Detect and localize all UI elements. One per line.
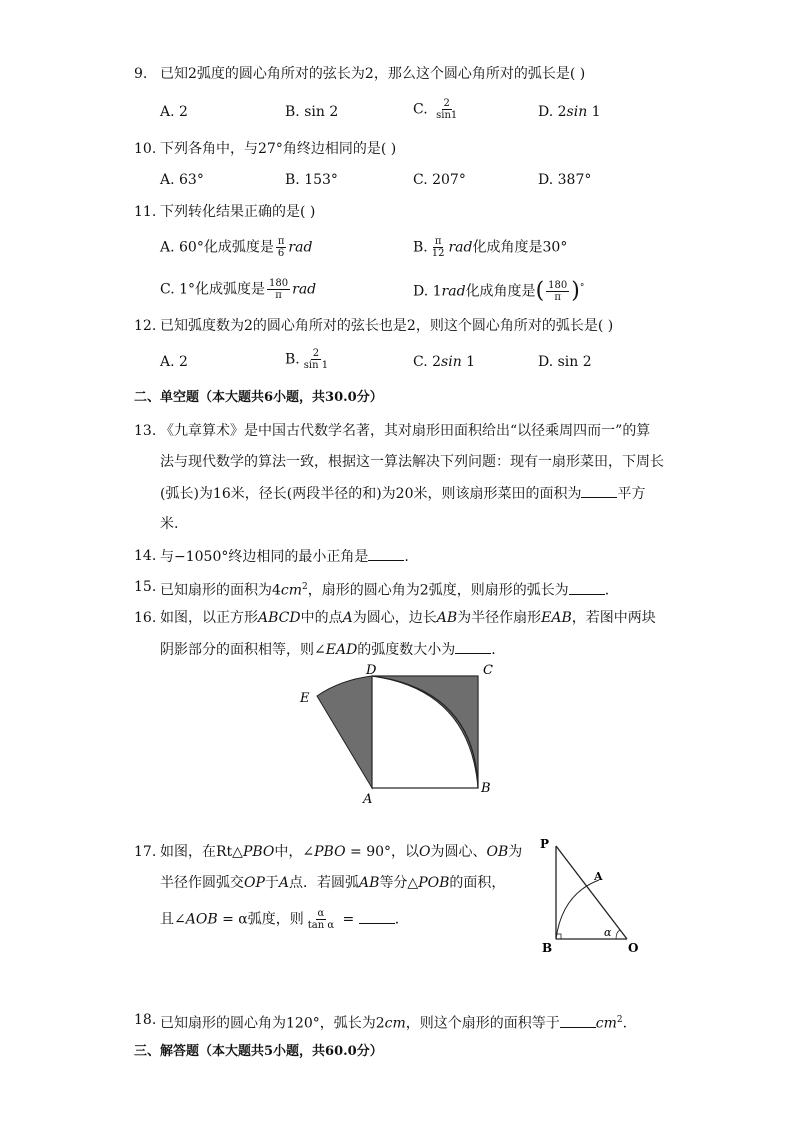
q15-unit-exponent: 2 [302, 582, 308, 592]
q17-line-3-a: 且∠ [160, 911, 186, 928]
answer-blank [368, 546, 404, 561]
q16-line-1-d: 为半径作扇形 [457, 610, 542, 626]
q15-text-b: ，扇形的圆心角为2弧度，则扇形的弧长为 [307, 582, 569, 599]
q9-option-d-italic: sin [566, 104, 588, 120]
q17-point-o: O [419, 844, 431, 860]
angle-alpha-arc [616, 930, 620, 939]
label-a: A [594, 870, 603, 883]
q12-option-d: D. sin 2 [538, 354, 592, 370]
fraction-numerator: π [434, 236, 442, 247]
q17-line-1-d: 为圆心、 [430, 844, 487, 860]
q14-number: 14. [134, 548, 157, 564]
q16-line-1 [160, 608, 656, 628]
q12-option-b [285, 348, 332, 371]
q16-sector-eab: EAB [541, 610, 572, 626]
q16-line-1-c: 为圆心，边长 [352, 610, 437, 626]
q11-option-d-mid: 化成角度是 [465, 283, 536, 300]
answer-blank [569, 580, 605, 595]
q12-option-b-fraction [302, 348, 330, 371]
q17-point-a: A [278, 875, 290, 891]
q10-option-a: A. 63° [160, 172, 204, 188]
answer-blank [560, 1013, 596, 1028]
q16-line-2-a: 阴影部分的面积相等，则∠ [160, 642, 326, 658]
q14-end: . [404, 549, 409, 565]
label-e: E [300, 691, 310, 706]
q11-option-a-fraction [276, 236, 287, 259]
q9-option-b: B. sin 2 [285, 104, 339, 120]
q16-line-1-a: 如图，以正方形 [160, 610, 258, 626]
shaded-region-left [317, 676, 372, 788]
answer-blank [581, 483, 617, 498]
q9-option-d-suffix: 1 [587, 104, 601, 120]
q11-option-b-prefix: B. [413, 239, 428, 256]
q11-number: 11. [134, 204, 157, 220]
q10-option-c: C. 207° [413, 172, 466, 188]
q15-text-a: 已知扇形的面积为4 [160, 582, 281, 599]
fraction-denominator: sin1 [436, 110, 458, 121]
label-o: O [628, 941, 639, 955]
q13-line-2: 法与现代数学的算法一致，根据这一算法解决下列问题：现有一扇形菜田，下周长 [160, 454, 664, 470]
q10-text: 下列各角中，与27°角终边相同的是( ) [160, 141, 397, 157]
q18-text-line [160, 1010, 627, 1034]
q13-line-3 [160, 483, 645, 504]
q17-line-1-b: 中，∠ [274, 844, 315, 860]
q18-unit: cm [595, 1015, 617, 1032]
label-a: A [363, 792, 373, 807]
q17-figure [534, 832, 654, 960]
q17-end: . [394, 911, 400, 928]
q11-option-c-fraction [267, 278, 290, 301]
q16-line-2 [160, 639, 496, 660]
q9-option-c-fraction [434, 98, 459, 121]
q10-option-d: D. 387° [538, 172, 592, 188]
q12-option-c-suffix: 1 [461, 354, 476, 370]
q17-angle-aob: AOB [185, 911, 218, 928]
q18-number: 18. [134, 1012, 157, 1028]
fraction-numerator: π [277, 236, 285, 247]
fraction-denominator: π [275, 290, 282, 301]
q16-segment-ab: AB [436, 610, 458, 626]
label-d: D [366, 663, 377, 678]
answer-blank [359, 909, 395, 924]
q18-unit-exponent: 2 [616, 1015, 623, 1025]
q18-cm: cm [384, 1015, 406, 1032]
q11-text: 下列转化结果正确的是( ) [160, 204, 316, 220]
q11-option-d-prefix: D. 1 [413, 283, 442, 300]
q11-option-b [413, 236, 567, 259]
q9-option-c [413, 98, 461, 121]
q13-line-3-a: (弧长)为16米，径长(两段半径的和)为20米，则该扇形菜田的面积为 [160, 486, 582, 502]
q16-number: 16. [134, 610, 157, 626]
label-alpha: α [604, 926, 612, 939]
fraction-denominator: tan α [307, 920, 335, 931]
q17-line-1-a: 如图，在Rt△ [160, 844, 243, 860]
q9-option-c-prefix: C. [413, 101, 428, 118]
q17-line-2 [160, 873, 505, 893]
q14-text: 与−1050°终边相同的最小正角是 [160, 549, 369, 565]
q17-line-2-c: 点．若圆弧 [289, 875, 360, 891]
fraction-numerator: α [317, 908, 325, 919]
fraction-denominator: π [554, 292, 561, 304]
q18-end: . [622, 1015, 628, 1032]
q11-option-d-degree: ° [579, 283, 585, 293]
q9-option-a: A. 2 [160, 104, 188, 120]
label-b: B [542, 941, 553, 955]
q11-option-a-unit: rad [288, 239, 313, 256]
q17-segment-op: OP [244, 875, 265, 891]
q17-line-3-b: = α弧度，则 [217, 911, 304, 928]
q12-option-c-italic: sin [441, 354, 462, 370]
q11-option-d-unit: rad [441, 283, 466, 300]
shaded-region-right [372, 676, 478, 788]
q17-fraction [306, 908, 336, 931]
q11-option-c-prefix: C. 1°化成弧度是 [160, 281, 266, 298]
q11-option-b-unit: rad [448, 239, 473, 256]
q17-line-2-b: 于 [264, 875, 279, 891]
q17-line-2-e: 的面积， [449, 875, 506, 891]
fraction-denominator: sin 1 [303, 360, 329, 371]
q12-number: 12. [134, 318, 157, 334]
q13-line-1: 《九章算术》是中国古代数学名著，其对扇形田面积给出“以径乘周四而一”的算 [160, 423, 651, 439]
paren-open: ( [535, 278, 545, 304]
q18-text-a: 已知扇形的圆心角为120°，弧长为2 [160, 1015, 385, 1032]
arc-ab [556, 880, 599, 939]
side-po [556, 846, 627, 939]
q16-line-1-b: 中的点 [300, 610, 343, 626]
q15-unit: cm [280, 582, 303, 599]
fraction-denominator: 6 [277, 248, 285, 259]
q16-square-name: ABCD [258, 610, 301, 626]
fraction-numerator: 180 [269, 278, 289, 289]
label-b: B [481, 781, 491, 796]
q16-angle-ead: EAD [325, 642, 358, 658]
q17-line-1-c: = 90°，以 [345, 844, 420, 860]
q18-text-b: ，则这个扇形的面积等于 [405, 1015, 560, 1032]
q17-line-3 [160, 908, 399, 931]
fraction-numerator: 2 [312, 348, 320, 359]
q17-number: 17. [134, 844, 157, 860]
answer-blank [455, 639, 491, 654]
q9-option-d-prefix: D. 2 [538, 104, 567, 120]
section-2-heading: 二、单空题（本大题共6小题，共30.0分） [134, 390, 383, 405]
q17-line-2-a: 半径作圆弧交 [160, 875, 244, 891]
q12-option-c [413, 352, 475, 372]
q15-number: 15. [134, 579, 157, 595]
q12-option-b-prefix: B. [285, 351, 300, 368]
q17-line-1 [160, 842, 522, 862]
q16-line-2-b: 的弧度数大小为 [357, 642, 456, 658]
q13-line-4: 米. [160, 516, 179, 532]
q12-option-c-prefix: C. 2 [413, 354, 442, 370]
fraction-numerator: 180 [548, 280, 568, 292]
q13-number: 13. [134, 423, 157, 439]
section-3-heading: 三、解答题（本大题共5小题，共60.0分） [134, 1044, 383, 1059]
q16-end: . [491, 642, 496, 658]
q17-arc-ab: AB [359, 875, 380, 891]
q11-option-b-fraction [430, 236, 447, 259]
q16-figure [290, 660, 510, 810]
q9-option-d [538, 102, 601, 122]
q17-angle-pbo: PBO [314, 844, 346, 860]
label-c: C [483, 663, 493, 678]
q15-text-line [160, 577, 609, 601]
q17-segment-ob: OB [486, 844, 509, 860]
q16-line-1-e: ，若图中两块 [571, 610, 656, 626]
q11-option-c [160, 278, 316, 301]
q12-text: 已知弧度数为2的圆心角所对的弦长也是2，则这个圆心角所对的弧长是( ) [160, 318, 614, 334]
q15-end: . [604, 582, 610, 599]
q16-point-a: A [342, 610, 353, 626]
q17-triangle-pob: POB [418, 875, 450, 891]
q11-option-c-unit: rad [292, 281, 317, 298]
q17-triangle-pbo: PBO [242, 844, 275, 860]
q12-option-a: A. 2 [160, 354, 188, 370]
q11-option-d-fraction [546, 280, 569, 303]
q10-number: 10. [134, 141, 157, 157]
q11-option-a [160, 236, 312, 259]
q9-text: 已知2弧度的圆心角所对的弦长为2，那么这个圆心角所对的弧长是( ) [160, 66, 586, 82]
q11-option-a-prefix: A. 60°化成弧度是 [160, 239, 274, 256]
q9-number: 9. [134, 66, 148, 82]
fraction-numerator: 2 [443, 98, 450, 109]
q11-option-b-suffix: 化成角度是30° [472, 239, 568, 256]
q10-option-b: B. 153° [285, 172, 338, 188]
q17-line-3-c: = [338, 911, 359, 928]
q17-line-2-d: 等分△ [379, 875, 419, 891]
paren-close: ) [571, 278, 580, 304]
fraction-denominator: 12 [431, 248, 445, 259]
label-p: P [540, 837, 550, 851]
q13-line-3-b: 平方 [617, 486, 646, 502]
q14-text-line [160, 546, 409, 567]
q17-line-1-e: 为 [508, 844, 523, 860]
q11-option-d [413, 278, 584, 303]
